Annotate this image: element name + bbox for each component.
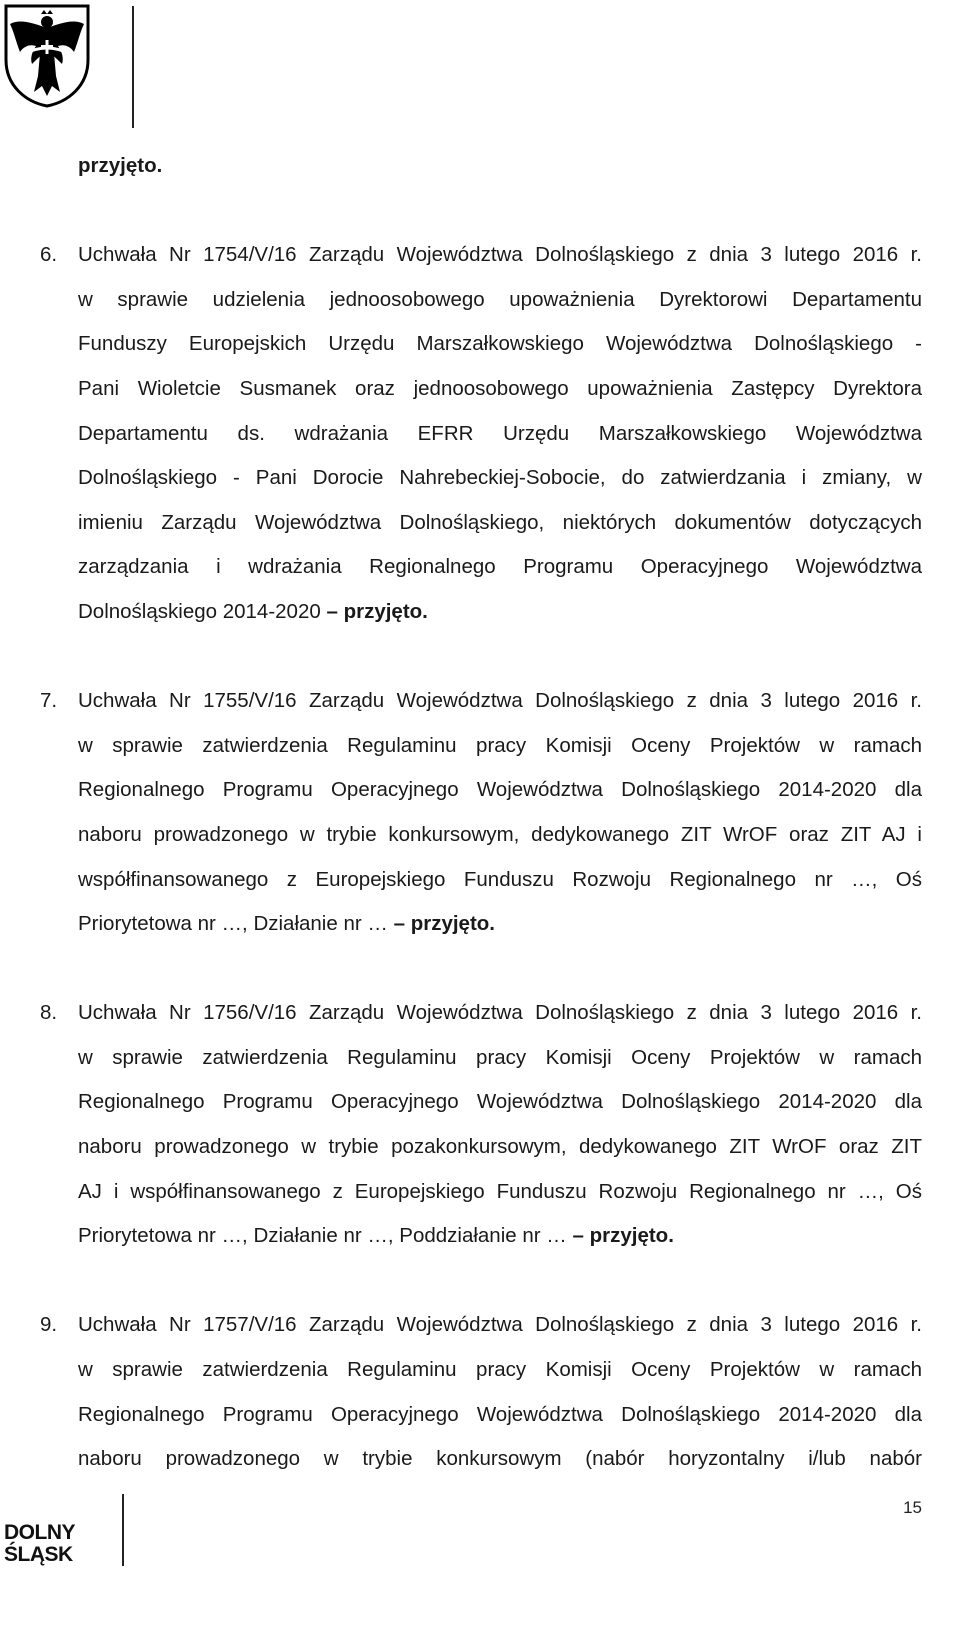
page-number: 15: [903, 1498, 922, 1517]
resolution-text-line: naboru prowadzonego w trybie pozakonkursowym, dedykowanego ZIT WrOF oraz ZIT: [78, 1135, 922, 1159]
logo-line-2: ŚLĄSK: [4, 1543, 73, 1566]
item-number: 7.: [40, 689, 58, 713]
resolution-item: [40, 233, 922, 679]
resolution-result: – przyjęto.: [572, 1224, 674, 1248]
resolution-text-line: Departamentu ds. wdrażania EFRR Urzędu Marszałkowskiego Województwa: [78, 421, 922, 445]
resolution-text-line: Funduszy Europejskich Urzędu Marszałkowskiego Województwa Dolnośląskiego -: [78, 332, 922, 356]
resolution-text-line: AJ i współfinansowanego z Europejskiego Funduszu Rozwoju Regionalnego nr …, Oś: [78, 1179, 922, 1203]
resolution-text-line: Dolnośląskiego - Pani Dorocie Nahrebeckiej-Sobocie, do zatwierdzania i zmiany, w: [78, 466, 922, 490]
resolution-text-line: [40, 233, 922, 278]
item-number: 9.: [40, 1313, 58, 1337]
resolution-text-line: Regionalnego Programu Operacyjnego Województwa Dolnośląskiego 2014-2020 dla: [78, 778, 922, 802]
resolution-final-line: [78, 590, 922, 635]
resolution-text-line: naboru prowadzonego w trybie konkursowym, dedykowanego ZIT WrOF oraz ZIT AJ i: [78, 822, 922, 846]
resolution-text-line: zarządzania i wdrażania Regionalnego Programu Operacyjnego Województwa: [78, 555, 922, 579]
footer-divider: [122, 1494, 124, 1566]
resolution-text-line: w sprawie zatwierdzenia Regulaminu pracy Komisji Oceny Projektów w ramach: [78, 1358, 922, 1382]
resolution-text-line: [40, 679, 922, 724]
resolution-final-line: [78, 902, 922, 947]
resolution-list: [40, 233, 922, 1482]
resolution-text-line: Regionalnego Programu Operacyjnego Województwa Dolnośląskiego 2014-2020 dla: [78, 1090, 922, 1114]
resolution-item: [40, 1303, 922, 1481]
resolution-title: Uchwała Nr 1756/V/16 Zarządu Województwa Dolnośląskiego z dnia 3 lutego 2016 r.: [78, 1001, 922, 1025]
dolny-slask-logo: [4, 1516, 104, 1568]
header-divider: [132, 6, 134, 128]
document-body: [40, 144, 922, 1482]
resolution-text-line: w sprawie zatwierdzenia Regulaminu pracy Komisji Oceny Projektów w ramach: [78, 1045, 922, 1069]
resolution-final-line: [78, 1214, 922, 1259]
resolution-text-line: [40, 991, 922, 1036]
resolution-final-text: Priorytetowa nr …, Działanie nr …: [78, 912, 388, 936]
resolution-text-line: w sprawie udzielenia jednoosobowego upoważnienia Dyrektorowi Departamentu: [78, 287, 922, 311]
resolution-item: [40, 679, 922, 991]
logo-line-1: DOLNY: [4, 1521, 75, 1544]
resolution-title: Uchwała Nr 1755/V/16 Zarządu Województwa Dolnośląskiego z dnia 3 lutego 2016 r.: [78, 689, 922, 713]
item-number: 6.: [40, 243, 58, 267]
intro-line: przyjęto.: [78, 154, 163, 177]
resolution-result: – przyjęto.: [393, 912, 495, 936]
resolution-title: Uchwała Nr 1757/V/16 Zarządu Województwa Dolnośląskiego z dnia 3 lutego 2016 r.: [78, 1313, 922, 1337]
resolution-text-line: współfinansowanego z Europejskiego Funduszu Rozwoju Regionalnego nr …, Oś: [78, 867, 922, 891]
resolution-text-line: Pani Wioletcie Susmanek oraz jednoosobowego upoważnienia Zastępcy Dyrektora: [78, 376, 922, 400]
resolution-text-line: w sprawie zatwierdzenia Regulaminu pracy Komisji Oceny Projektów w ramach: [78, 733, 922, 757]
resolution-final-text: Priorytetowa nr …, Działanie nr …, Poddziałanie nr …: [78, 1224, 567, 1248]
resolution-item: [40, 991, 922, 1303]
resolution-title: Uchwała Nr 1754/V/16 Zarządu Województwa Dolnośląskiego z dnia 3 lutego 2016 r.: [78, 243, 922, 267]
resolution-text-line: Regionalnego Programu Operacyjnego Województwa Dolnośląskiego 2014-2020 dla: [78, 1402, 922, 1426]
resolution-text-line: imieniu Zarządu Województwa Dolnośląskiego, niektórych dokumentów dotyczących: [78, 510, 922, 534]
item-number: 8.: [40, 1001, 58, 1025]
eagle-crest-logo: [2, 2, 92, 108]
resolution-text-line: naboru prowadzonego w trybie konkursowym (nabór horyzontalny i/lub nabór: [78, 1447, 922, 1471]
resolution-result: – przyjęto.: [326, 599, 428, 623]
resolution-text-line: [40, 1303, 922, 1348]
resolution-final-text: Dolnośląskiego 2014-2020: [78, 599, 321, 623]
